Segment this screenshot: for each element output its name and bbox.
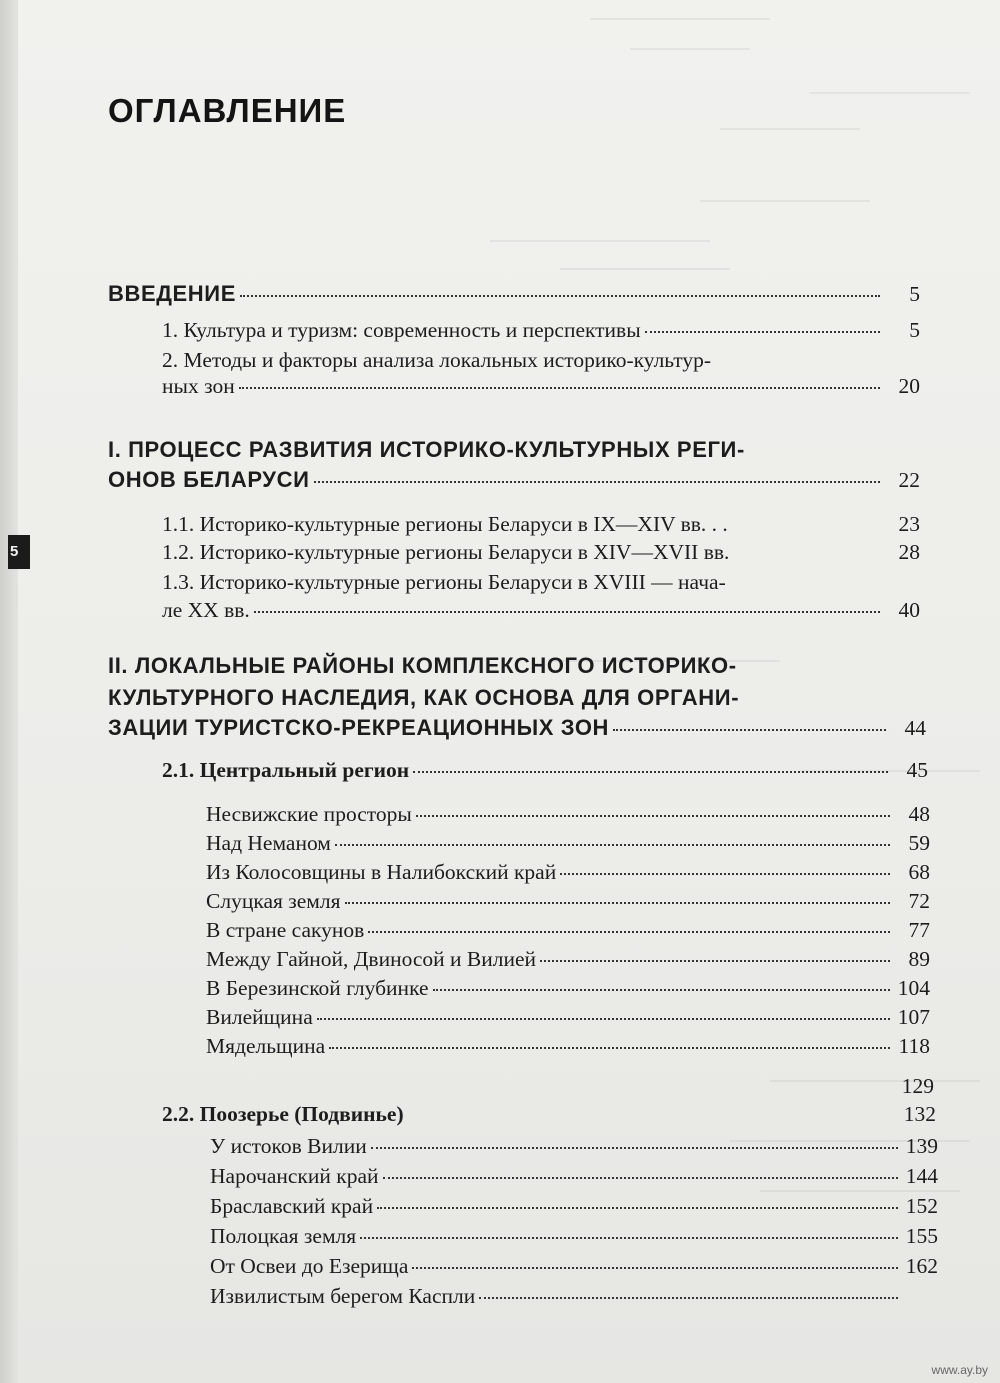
- toc-entry[interactable]: [206, 1003, 930, 1031]
- leader-dots: [383, 1177, 899, 1179]
- leader-dots: [329, 1047, 890, 1049]
- toc-page: 48: [908, 802, 930, 826]
- toc-label: Мядельщина: [206, 1034, 326, 1058]
- toc-entry-intro[interactable]: [108, 280, 920, 308]
- leader-dots: [314, 481, 881, 483]
- toc-entry-1-3[interactable]: [162, 596, 920, 624]
- toc-label: Браславский край: [210, 1194, 374, 1218]
- toc-page: 77: [908, 918, 930, 942]
- toc-entry[interactable]: [210, 1282, 938, 1310]
- toc-page: 118: [898, 1034, 930, 1058]
- side-page-tab: 5: [8, 535, 30, 569]
- toc-label: 1.1. Историко-культурные регионы Беларуси в IX—XIV вв. . .: [162, 512, 728, 536]
- toc-label: 1. Культура и туризм: современность и перспективы: [162, 318, 641, 342]
- toc-entry[interactable]: [210, 1252, 938, 1280]
- book-spine: [0, 0, 18, 1383]
- toc-page: 23: [898, 512, 920, 536]
- toc-entry[interactable]: [206, 887, 930, 915]
- toc-page: 162: [905, 1254, 938, 1278]
- leader-dots: [240, 295, 880, 297]
- leader-dots: [479, 1297, 898, 1299]
- toc-label: Несвижские просторы: [206, 802, 412, 826]
- toc-label: ЗАЦИИ ТУРИСТСКО-РЕКРЕАЦИОННЫХ ЗОН: [108, 715, 610, 740]
- leader-dots: [560, 873, 890, 875]
- leader-dots: [540, 960, 890, 962]
- toc-label: Слуцкая земля: [206, 889, 341, 913]
- toc-entry[interactable]: [206, 829, 930, 857]
- toc-label: 1.2. Историко-культурные регионы Беларуси в XIV—XVII вв.: [162, 540, 730, 564]
- toc-page: 139: [905, 1134, 938, 1158]
- toc-page: 152: [905, 1194, 938, 1218]
- toc-entry[interactable]: [206, 916, 930, 944]
- toc-page: 5: [909, 282, 920, 306]
- leader-dots: [368, 931, 890, 933]
- toc-page-orphan: 129: [901, 1074, 934, 1098]
- toc-page: 44: [904, 716, 926, 740]
- toc-entry[interactable]: [210, 1222, 938, 1250]
- toc-entry[interactable]: [210, 1132, 938, 1160]
- toc-label: Вилейщина: [206, 1005, 313, 1029]
- toc-entry-2-2[interactable]: [162, 1100, 936, 1128]
- toc-label: От Освеи до Езерища: [210, 1254, 409, 1278]
- toc-entry[interactable]: [206, 945, 930, 973]
- leader-dots: [335, 844, 890, 846]
- toc-page: 107: [897, 1005, 930, 1029]
- toc-entry-1-2[interactable]: [162, 538, 920, 566]
- toc-section-line: КУЛЬТУРНОГО НАСЛЕДИЯ, КАК ОСНОВА ДЛЯ ОРГАНИ-: [108, 685, 740, 710]
- leader-dots: [317, 1018, 890, 1020]
- toc-page: 68: [908, 860, 930, 884]
- toc-label: У истоков Вилии: [210, 1134, 367, 1158]
- toc-entry-intro-1[interactable]: [162, 316, 920, 344]
- toc-entry[interactable]: [210, 1162, 938, 1190]
- toc-page: 59: [908, 831, 930, 855]
- toc-entry-intro-2[interactable]: [162, 372, 920, 400]
- toc-entry[interactable]: [206, 974, 930, 1002]
- toc-label: ных зон: [162, 374, 235, 398]
- leader-dots: [254, 611, 880, 613]
- toc-page: 104: [897, 976, 930, 1000]
- toc-entry[interactable]: [206, 1032, 930, 1060]
- leader-dots: [413, 771, 888, 773]
- toc-page: 144: [905, 1164, 938, 1188]
- toc-entry-1-1[interactable]: [162, 510, 920, 538]
- toc-label: Полоцкая земля: [210, 1224, 357, 1248]
- toc-label: Из Колосовщины в Налибокский край: [206, 860, 557, 884]
- toc-entry-part2[interactable]: [108, 714, 926, 742]
- toc-page: 40: [898, 598, 920, 622]
- toc-page: 72: [908, 889, 930, 913]
- toc-entry[interactable]: [210, 1192, 938, 1220]
- leader-dots: [239, 387, 880, 389]
- toc-label: В Березинской глубинке: [206, 976, 429, 1000]
- toc-label: В стране сакунов: [206, 918, 365, 942]
- toc-label: Между Гайной, Двиносой и Вилией: [206, 947, 537, 971]
- toc-entry[interactable]: [206, 800, 930, 828]
- toc-section-line: I. ПРОЦЕСС РАЗВИТИЯ ИСТОРИКО-КУЛЬТУРНЫХ РЕГИ-: [108, 437, 745, 462]
- toc-page: 155: [905, 1224, 938, 1248]
- toc-page: 45: [906, 758, 928, 782]
- leader-dots: [412, 1267, 898, 1269]
- leader-dots: [360, 1237, 898, 1239]
- toc-page: 5: [909, 318, 920, 342]
- toc-label: ле XX вв.: [162, 598, 250, 622]
- toc-label: 2.2. Поозерье (Подвинье): [162, 1102, 404, 1126]
- page-title: ОГЛАВЛЕНИЕ: [108, 92, 347, 129]
- leader-dots: [371, 1147, 898, 1149]
- toc-label: ОНОВ БЕЛАРУСИ: [108, 467, 310, 492]
- toc-entry[interactable]: [206, 858, 930, 886]
- toc-page: 20: [898, 374, 920, 398]
- leader-dots: [613, 729, 886, 731]
- toc-label: Нарочанский край: [210, 1164, 379, 1188]
- toc-page: 22: [898, 468, 920, 492]
- toc-section-line: II. ЛОКАЛЬНЫЕ РАЙОНЫ КОМПЛЕКСНОГО ИСТОРИКО-: [108, 653, 737, 678]
- toc-label-line: 2. Методы и факторы анализа локальных историко-культур-: [162, 348, 712, 372]
- toc-entry-2-1[interactable]: [162, 756, 928, 784]
- toc-page: 28: [898, 540, 920, 564]
- toc-page: 132: [903, 1102, 936, 1126]
- toc-entry-part1[interactable]: [108, 466, 920, 494]
- leader-dots: [416, 815, 890, 817]
- leader-dots: [433, 989, 890, 991]
- leader-dots: [645, 331, 880, 333]
- toc-label: ВВЕДЕНИЕ: [108, 281, 236, 306]
- watermark: www.ay.by: [931, 1363, 988, 1377]
- toc-label-line: 1.3. Историко-культурные регионы Беларуси в XVIII — нача-: [162, 570, 726, 594]
- toc-label: Извилистым берегом Каспли: [210, 1284, 476, 1308]
- toc-label: 2.1. Центральный регион: [162, 758, 410, 782]
- toc-label: Над Неманом: [206, 831, 331, 855]
- leader-dots: [345, 902, 890, 904]
- toc-page: 89: [908, 947, 930, 971]
- leader-dots: [377, 1207, 898, 1209]
